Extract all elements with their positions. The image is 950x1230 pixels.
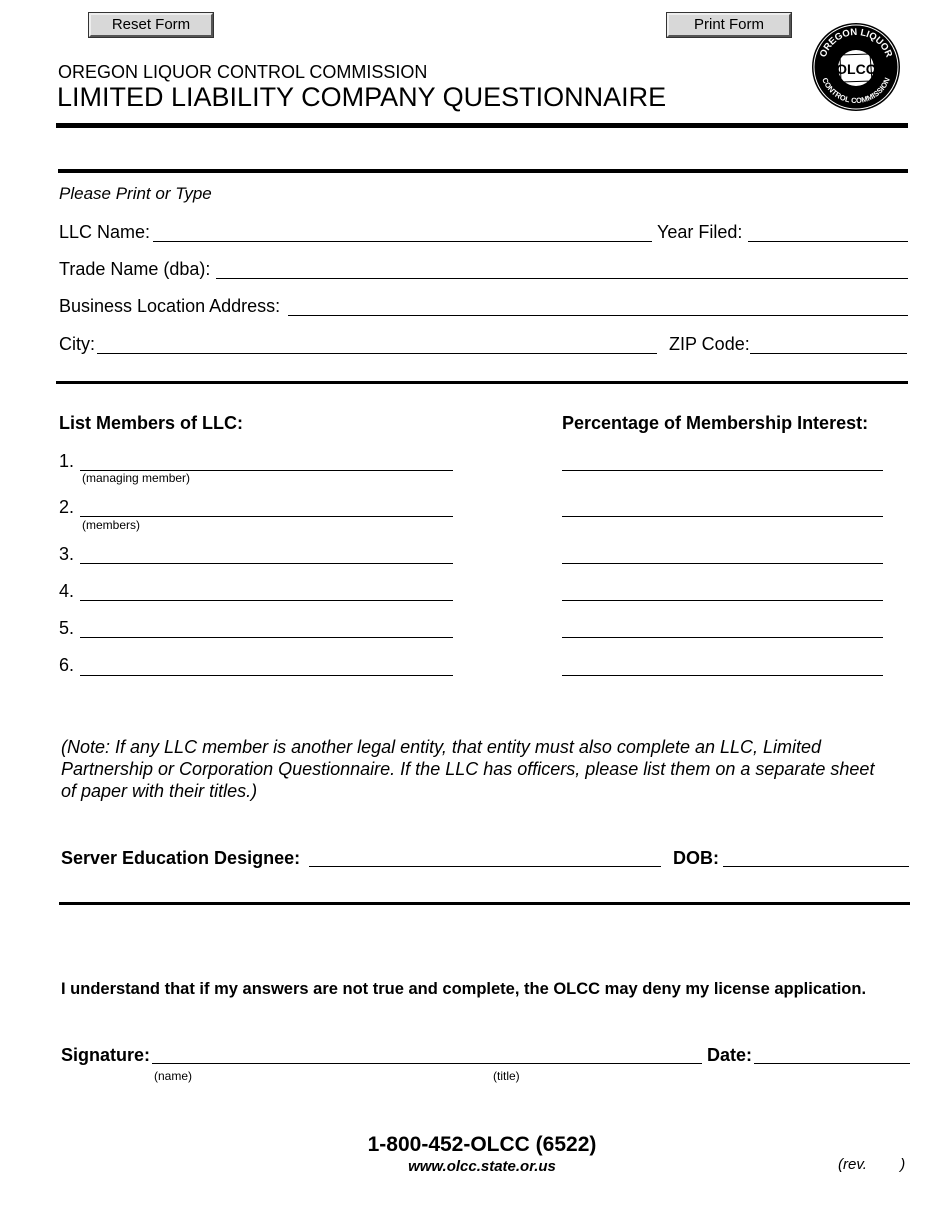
member-percentage-field[interactable] [562, 600, 883, 601]
member-number: 3. [59, 544, 75, 564]
signature-field[interactable] [152, 1063, 702, 1064]
attestation-statement: I understand that if my answers are not true and complete, the OLCC may deny my license application. [61, 980, 867, 998]
trade-name-label: Trade Name (dba): [59, 259, 211, 279]
section-rule-bottom [59, 902, 910, 905]
member-percentage-field[interactable] [562, 675, 883, 676]
signature-label: Signature: [61, 1045, 151, 1065]
reset-form-button[interactable]: Reset Form [89, 13, 213, 37]
phone-number: 1-800-452-OLCC (6522) [367, 1133, 597, 1156]
member-role-hint: (managing member) [82, 471, 191, 485]
server-designee-label: Server Education Designee: [61, 848, 301, 868]
section-rule-top [58, 169, 908, 173]
member-percentage-field[interactable] [562, 637, 883, 638]
member-number: 5. [59, 618, 75, 638]
members-heading: List Members of LLC: [59, 413, 244, 433]
agency-name: OREGON LIQUOR CONTROL COMMISSION [58, 62, 428, 82]
member-percentage-field[interactable] [562, 516, 883, 517]
year-filed-field[interactable] [748, 241, 908, 242]
date-label: Date: [707, 1045, 753, 1065]
member-number: 4. [59, 581, 75, 601]
city-field[interactable] [97, 353, 657, 354]
website-link[interactable]: www.olcc.state.or.us [408, 1158, 556, 1175]
svg-text:OLCC: OLCC [836, 61, 876, 77]
member-number: 2. [59, 497, 75, 517]
member-number: 6. [59, 655, 75, 675]
trade-name-field[interactable] [216, 278, 908, 279]
member-number: 1. [59, 451, 75, 471]
section-rule-middle [56, 381, 908, 384]
business-address-label: Business Location Address: [59, 296, 281, 316]
llc-name-field[interactable] [153, 241, 652, 242]
server-designee-field[interactable] [309, 866, 661, 867]
svg-text:CONTROL COMMISSION: CONTROL COMMISSION [820, 76, 892, 106]
title-hint: (title) [493, 1069, 520, 1083]
member-name-field[interactable] [80, 637, 453, 638]
member-name-field[interactable] [80, 600, 453, 601]
print-instructions: Please Print or Type [59, 184, 212, 203]
header-rule [56, 123, 908, 128]
member-name-field[interactable] [80, 516, 453, 517]
form-title: LIMITED LIABILITY COMPANY QUESTIONNAIRE [57, 82, 667, 112]
entity-note: (Note: If any LLC member is another legal entity, that entity must also complete an LLC, Limited Partnership or Corporation Questionnaire. If the LLC has officers, please list them on a separate sheet of paper with their titles.) [61, 737, 875, 801]
zip-field[interactable] [750, 353, 907, 354]
svg-text:OREGON LIQUOR: OREGON LIQUOR [817, 26, 895, 59]
percentage-heading: Percentage of Membership Interest: [562, 413, 869, 433]
member-percentage-field[interactable] [562, 563, 883, 564]
dob-field[interactable] [723, 866, 909, 867]
member-name-field[interactable] [80, 675, 453, 676]
member-name-field[interactable] [80, 563, 453, 564]
print-form-button[interactable]: Print Form [667, 13, 791, 37]
name-hint: (name) [154, 1069, 193, 1083]
dob-label: DOB: [673, 848, 719, 868]
city-label: City: [59, 334, 95, 354]
business-address-field[interactable] [288, 315, 908, 316]
member-percentage-field[interactable] [562, 470, 883, 471]
olcc-logo [810, 21, 902, 113]
date-field[interactable] [754, 1063, 910, 1064]
zip-label: ZIP Code: [669, 334, 750, 354]
member-role-hint: (members) [82, 518, 141, 532]
year-filed-label: Year Filed: [657, 222, 743, 242]
llc-name-label: LLC Name: [59, 222, 151, 242]
revision-label: (rev. ) [838, 1156, 906, 1173]
